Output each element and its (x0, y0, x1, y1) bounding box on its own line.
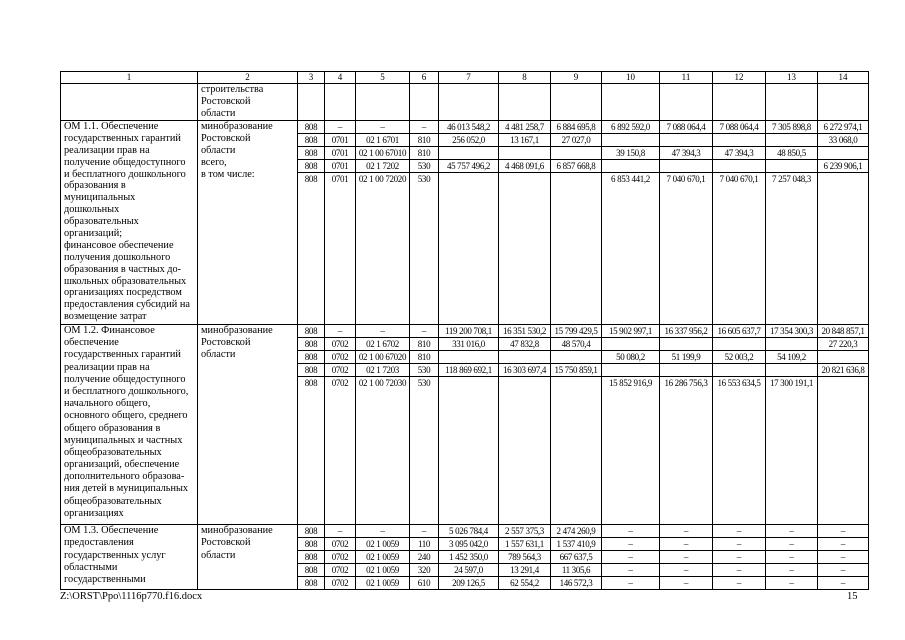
year-amount-cell: 16 303 697,4 (499, 364, 551, 377)
executor-cell (198, 325, 298, 525)
target-article-code-cell: 02 1 7203 (356, 364, 410, 377)
year-amount-cell: – (660, 577, 713, 590)
event-name-line: организациях (64, 507, 124, 519)
year-amount-cell (660, 134, 713, 147)
event-name-line: получения дошкольного (64, 251, 171, 263)
admin-code-cell: 808 (298, 577, 325, 590)
year-amount-cell (766, 134, 818, 147)
event-name-line: ОМ 1.1. Обеспечение (64, 121, 159, 132)
column-number-cell: 13 (766, 72, 818, 84)
admin-code-cell: 808 (298, 364, 325, 377)
expense-type-code-cell: 530 (410, 364, 439, 377)
financing-table (60, 71, 869, 590)
year-amount-cell: – (818, 577, 869, 590)
year-amount-cell: – (713, 564, 766, 577)
year-amount-cell: – (713, 551, 766, 564)
event-name-line: дополнительного образова- (64, 471, 185, 483)
target-article-code-cell: 02 1 00 67010 (356, 147, 410, 160)
admin-code-cell: 808 (298, 338, 325, 351)
executor-cell (198, 525, 298, 590)
year-amount-cell (818, 351, 869, 364)
year-amount-cell: 62 554,2 (499, 577, 551, 590)
target-article-code-cell: 02 1 0059 (356, 564, 410, 577)
year-amount-cell (713, 364, 766, 377)
target-article-code-cell: – (356, 121, 410, 134)
year-amount-cell: – (766, 538, 818, 551)
event-name-line: реализации прав на (64, 144, 150, 156)
expense-type-code-cell: 810 (410, 147, 439, 160)
event-name-line: государственных услуг (64, 549, 166, 561)
table-row (61, 121, 869, 134)
year-amount-cell (713, 160, 766, 173)
year-amount-cell: – (713, 538, 766, 551)
event-name-line: школьных образовательных (64, 275, 187, 287)
executor-line: минобразование (201, 121, 273, 132)
year-amount-cell: 6 857 668,8 (551, 160, 602, 173)
year-amount-cell: 7 088 064,4 (713, 121, 766, 134)
year-amount-cell (499, 351, 551, 364)
event-name-line: реализации прав на (64, 361, 150, 373)
admin-code-cell: 808 (298, 538, 325, 551)
year-amount-cell: 2 474 260,9 (551, 525, 602, 538)
empty-cell (325, 84, 356, 121)
year-amount-cell: – (818, 564, 869, 577)
event-name-line: государственными (64, 574, 146, 586)
executor-line: Ростовской (201, 537, 251, 549)
event-name-line: образования в частных до- (64, 263, 182, 275)
empty-cell (410, 84, 439, 121)
year-amount-cell: – (602, 525, 660, 538)
section-code-cell: 0702 (325, 377, 356, 525)
target-article-code-cell: – (356, 325, 410, 338)
executor-line: области (201, 144, 236, 156)
empty-cell (660, 84, 713, 121)
empty-cell (713, 84, 766, 121)
table-row (61, 525, 869, 538)
expense-type-code-cell: 530 (410, 160, 439, 173)
expense-type-code-cell: 110 (410, 538, 439, 551)
year-amount-cell: 7 088 064,4 (660, 121, 713, 134)
year-amount-cell (713, 134, 766, 147)
continuation-row (61, 84, 869, 121)
executor-line: минобразование (201, 325, 273, 336)
section-code-cell: 0702 (325, 577, 356, 590)
event-name-line: начального общего, (64, 398, 151, 410)
column-number-cell: 4 (325, 72, 356, 84)
target-article-code-cell: 02 1 00 72020 (356, 173, 410, 325)
column-number-cell: 1 (61, 72, 198, 84)
total-amount-cell (439, 147, 499, 160)
event-name-line: и бесплатного дошкольного, (64, 385, 189, 397)
event-name-line: муниципальных и частных (64, 434, 183, 446)
expense-type-code-cell: 320 (410, 564, 439, 577)
year-amount-cell: – (660, 564, 713, 577)
section-code-cell: – (325, 121, 356, 134)
column-number-cell: 10 (602, 72, 660, 84)
event-name-cell (61, 525, 198, 590)
year-amount-cell: 6 272 974,1 (818, 121, 869, 134)
year-amount-cell: 13 291,4 (499, 564, 551, 577)
target-article-code-cell: 02 1 0059 (356, 538, 410, 551)
total-amount-cell: 5 026 784,4 (439, 525, 499, 538)
year-amount-cell: – (818, 538, 869, 551)
year-amount-cell: 667 637,5 (551, 551, 602, 564)
expense-type-code-cell: 810 (410, 134, 439, 147)
executor-line: Ростовской (201, 96, 251, 107)
empty-cell (499, 84, 551, 121)
event-name-line: получение общедоступного (64, 373, 186, 385)
year-amount-cell: 6 239 906,1 (818, 160, 869, 173)
year-amount-cell: 1 537 410,9 (551, 538, 602, 551)
year-amount-cell: 33 068,0 (818, 134, 869, 147)
year-amount-cell: 47 832,8 (499, 338, 551, 351)
target-article-code-cell: 02 1 6702 (356, 338, 410, 351)
year-amount-cell: 16 337 956,2 (660, 325, 713, 338)
executor-line: Ростовской (201, 132, 251, 144)
year-amount-cell (551, 377, 602, 525)
section-code-cell: 0702 (325, 538, 356, 551)
year-amount-cell: 7 257 048,3 (766, 173, 818, 325)
year-amount-cell: – (713, 577, 766, 590)
year-amount-cell: – (602, 551, 660, 564)
event-name-line: предоставления (64, 537, 134, 549)
admin-code-cell: 808 (298, 564, 325, 577)
year-amount-cell (818, 147, 869, 160)
year-amount-cell (551, 147, 602, 160)
event-name-line: организаций, обеспечение (64, 459, 180, 471)
admin-code-cell: 808 (298, 525, 325, 538)
event-name-line: и бесплатного дошкольного (64, 168, 186, 180)
year-amount-cell: 13 167,1 (499, 134, 551, 147)
empty-cell (439, 84, 499, 121)
year-amount-cell (602, 134, 660, 147)
year-amount-cell: 48 570,4 (551, 338, 602, 351)
total-amount-cell: 46 013 548,2 (439, 121, 499, 134)
executor-cell (198, 121, 298, 325)
year-amount-cell: – (766, 551, 818, 564)
event-name-cell (61, 325, 198, 525)
year-amount-cell: 15 750 859,1 (551, 364, 602, 377)
event-name-line: предоставления субсидий на (64, 299, 190, 311)
year-amount-cell: 6 853 441,2 (602, 173, 660, 325)
year-amount-cell (766, 160, 818, 173)
executor-line: области (201, 549, 236, 561)
year-amount-cell: 4 468 091,6 (499, 160, 551, 173)
event-name-line: общеобразовательных (64, 446, 162, 458)
total-amount-cell (439, 173, 499, 325)
event-name-line: организаций; (64, 228, 123, 240)
year-amount-cell: 51 199,9 (660, 351, 713, 364)
expense-type-code-cell: 240 (410, 551, 439, 564)
expense-type-code-cell: – (410, 121, 439, 134)
year-amount-cell (818, 173, 869, 325)
year-amount-cell: 15 852 916,9 (602, 377, 660, 525)
total-amount-cell: 209 126,5 (439, 577, 499, 590)
target-article-code-cell: 02 1 0059 (356, 551, 410, 564)
year-amount-cell (660, 338, 713, 351)
column-number-cell: 2 (198, 72, 298, 84)
year-amount-cell: – (818, 525, 869, 538)
year-amount-cell: 27 027,0 (551, 134, 602, 147)
year-amount-cell: 1 557 631,1 (499, 538, 551, 551)
year-amount-cell (713, 338, 766, 351)
year-amount-cell: 6 884 695,8 (551, 121, 602, 134)
section-code-cell: 0702 (325, 338, 356, 351)
event-name-line: общеобразовательных (64, 495, 162, 507)
admin-code-cell: 808 (298, 121, 325, 134)
year-amount-cell (602, 364, 660, 377)
event-name-line: дошкольных (64, 204, 120, 216)
year-amount-cell (766, 364, 818, 377)
event-name-line: ОМ 1.3. Обеспечение (64, 525, 159, 536)
year-amount-cell: 4 481 258,7 (499, 121, 551, 134)
page-number: 15 (847, 591, 858, 602)
section-code-cell: 0702 (325, 564, 356, 577)
total-amount-cell: 256 052,0 (439, 134, 499, 147)
year-amount-cell: 6 892 592,0 (602, 121, 660, 134)
column-number-cell: 9 (551, 72, 602, 84)
section-code-cell: 0701 (325, 160, 356, 173)
event-name-line: возмещение затрат (64, 311, 147, 323)
section-code-cell: – (325, 325, 356, 338)
event-name-line: образовательных (64, 216, 139, 228)
target-article-code-cell: 02 1 7202 (356, 160, 410, 173)
year-amount-cell: 39 150,8 (602, 147, 660, 160)
event-name-line: муниципальных (64, 192, 136, 204)
year-amount-cell: 16 605 637,7 (713, 325, 766, 338)
expense-type-code-cell: 810 (410, 351, 439, 364)
executor-line: минобразование (201, 525, 273, 536)
year-amount-cell: 16 553 634,5 (713, 377, 766, 525)
event-name-line: областными (64, 561, 118, 573)
year-amount-cell (766, 338, 818, 351)
event-name-cell (61, 84, 198, 121)
admin-code-cell: 808 (298, 134, 325, 147)
expense-type-code-cell: 810 (410, 338, 439, 351)
column-number-cell: 8 (499, 72, 551, 84)
header-row (61, 72, 869, 84)
admin-code-cell: 808 (298, 160, 325, 173)
executor-line: в том числе: (201, 168, 255, 180)
empty-cell (298, 84, 325, 121)
year-amount-cell: 20 821 636,8 (818, 364, 869, 377)
total-amount-cell: 3 095 042,0 (439, 538, 499, 551)
year-amount-cell: 7 040 670,1 (713, 173, 766, 325)
event-name-line: ОМ 1.2. Финансовое (64, 325, 155, 336)
year-amount-cell: – (766, 564, 818, 577)
event-name-line: общего образования в (64, 422, 161, 434)
event-name-line: государственных гарантий (64, 132, 181, 144)
total-amount-cell: 331 016,0 (439, 338, 499, 351)
year-amount-cell: – (766, 525, 818, 538)
section-code-cell: 0701 (325, 147, 356, 160)
admin-code-cell: 808 (298, 551, 325, 564)
year-amount-cell: – (766, 577, 818, 590)
year-amount-cell: 27 220,3 (818, 338, 869, 351)
year-amount-cell: – (660, 551, 713, 564)
year-amount-cell: – (713, 525, 766, 538)
year-amount-cell: 146 572,3 (551, 577, 602, 590)
column-number-cell: 6 (410, 72, 439, 84)
target-article-code-cell: – (356, 525, 410, 538)
year-amount-cell: – (660, 538, 713, 551)
column-number-cell: 11 (660, 72, 713, 84)
year-amount-cell: – (818, 551, 869, 564)
section-code-cell: 0702 (325, 351, 356, 364)
target-article-code-cell: 02 1 6701 (356, 134, 410, 147)
expense-type-code-cell: 610 (410, 577, 439, 590)
executor-line: области (201, 108, 236, 119)
year-amount-cell: 17 354 300,3 (766, 325, 818, 338)
target-article-code-cell: 02 1 00 67020 (356, 351, 410, 364)
column-number-cell: 7 (439, 72, 499, 84)
executor-cell (198, 84, 298, 121)
year-amount-cell: 48 850,5 (766, 147, 818, 160)
year-amount-cell: 11 305,6 (551, 564, 602, 577)
year-amount-cell (602, 338, 660, 351)
year-amount-cell: 7 305 898,8 (766, 121, 818, 134)
section-code-cell: 0702 (325, 364, 356, 377)
expense-type-code-cell: – (410, 325, 439, 338)
total-amount-cell: 45 757 496,2 (439, 160, 499, 173)
year-amount-cell (660, 364, 713, 377)
event-name-line: ния детей в муниципальных (64, 483, 189, 495)
expense-type-code-cell: – (410, 525, 439, 538)
year-amount-cell: 47 394,3 (660, 147, 713, 160)
year-amount-cell (551, 351, 602, 364)
year-amount-cell: 789 564,3 (499, 551, 551, 564)
admin-code-cell: 808 (298, 377, 325, 525)
empty-cell (602, 84, 660, 121)
year-amount-cell: 52 003,2 (713, 351, 766, 364)
year-amount-cell: 15 799 429,5 (551, 325, 602, 338)
expense-type-code-cell: 530 (410, 377, 439, 525)
executor-line: всего, (201, 156, 227, 168)
event-name-line: финансовое обеспечение (64, 239, 174, 251)
section-code-cell: 0701 (325, 173, 356, 325)
empty-cell (818, 84, 869, 121)
admin-code-cell: 808 (298, 325, 325, 338)
column-number-cell: 3 (298, 72, 325, 84)
table-body (61, 72, 869, 590)
year-amount-cell (499, 147, 551, 160)
target-article-code-cell: 02 1 0059 (356, 577, 410, 590)
year-amount-cell: 7 040 670,1 (660, 173, 713, 325)
column-number-cell: 5 (356, 72, 410, 84)
year-amount-cell (499, 377, 551, 525)
year-amount-cell: 50 080,2 (602, 351, 660, 364)
executor-line: строительства (201, 84, 264, 95)
admin-code-cell: 808 (298, 147, 325, 160)
admin-code-cell: 808 (298, 173, 325, 325)
year-amount-cell (551, 173, 602, 325)
total-amount-cell: 118 869 692,1 (439, 364, 499, 377)
footer-file-path: Z:\ORST\Ppo\1116p770.f16.docx (60, 591, 203, 602)
event-name-cell (61, 121, 198, 325)
event-name-line: государственных гарантий (64, 349, 181, 361)
executor-line: области (201, 349, 236, 361)
section-code-cell: 0702 (325, 551, 356, 564)
section-code-cell: 0701 (325, 134, 356, 147)
event-name-line: образования в (64, 180, 126, 192)
admin-code-cell: 808 (298, 351, 325, 364)
year-amount-cell (602, 160, 660, 173)
column-number-cell: 14 (818, 72, 869, 84)
table-row (61, 325, 869, 338)
empty-cell (551, 84, 602, 121)
event-name-line: получение общедоступного (64, 156, 186, 168)
year-amount-cell: – (602, 538, 660, 551)
total-amount-cell: 1 452 350,0 (439, 551, 499, 564)
year-amount-cell: – (602, 564, 660, 577)
event-name-line: основного общего, среднего (64, 410, 188, 422)
event-name-line: организациях посредством (64, 287, 182, 299)
year-amount-cell: 54 109,2 (766, 351, 818, 364)
year-amount-cell: 2 557 375,3 (499, 525, 551, 538)
year-amount-cell (499, 173, 551, 325)
total-amount-cell: 119 200 708,1 (439, 325, 499, 338)
year-amount-cell (818, 377, 869, 525)
empty-cell (356, 84, 410, 121)
total-amount-cell: 24 597,0 (439, 564, 499, 577)
empty-cell (766, 84, 818, 121)
executor-line: Ростовской (201, 337, 251, 349)
total-amount-cell (439, 351, 499, 364)
year-amount-cell: – (660, 525, 713, 538)
section-code-cell: – (325, 525, 356, 538)
year-amount-cell: 17 300 191,1 (766, 377, 818, 525)
year-amount-cell: 20 848 857,1 (818, 325, 869, 338)
event-name-line: обеспечение (64, 337, 119, 349)
year-amount-cell: 16 286 756,3 (660, 377, 713, 525)
year-amount-cell: 15 902 997,1 (602, 325, 660, 338)
year-amount-cell: 47 394,3 (713, 147, 766, 160)
total-amount-cell (439, 377, 499, 525)
target-article-code-cell: 02 1 00 72030 (356, 377, 410, 525)
year-amount-cell: 16 351 530,2 (499, 325, 551, 338)
column-number-cell: 12 (713, 72, 766, 84)
year-amount-cell: – (602, 577, 660, 590)
expense-type-code-cell: 530 (410, 173, 439, 325)
year-amount-cell (660, 160, 713, 173)
